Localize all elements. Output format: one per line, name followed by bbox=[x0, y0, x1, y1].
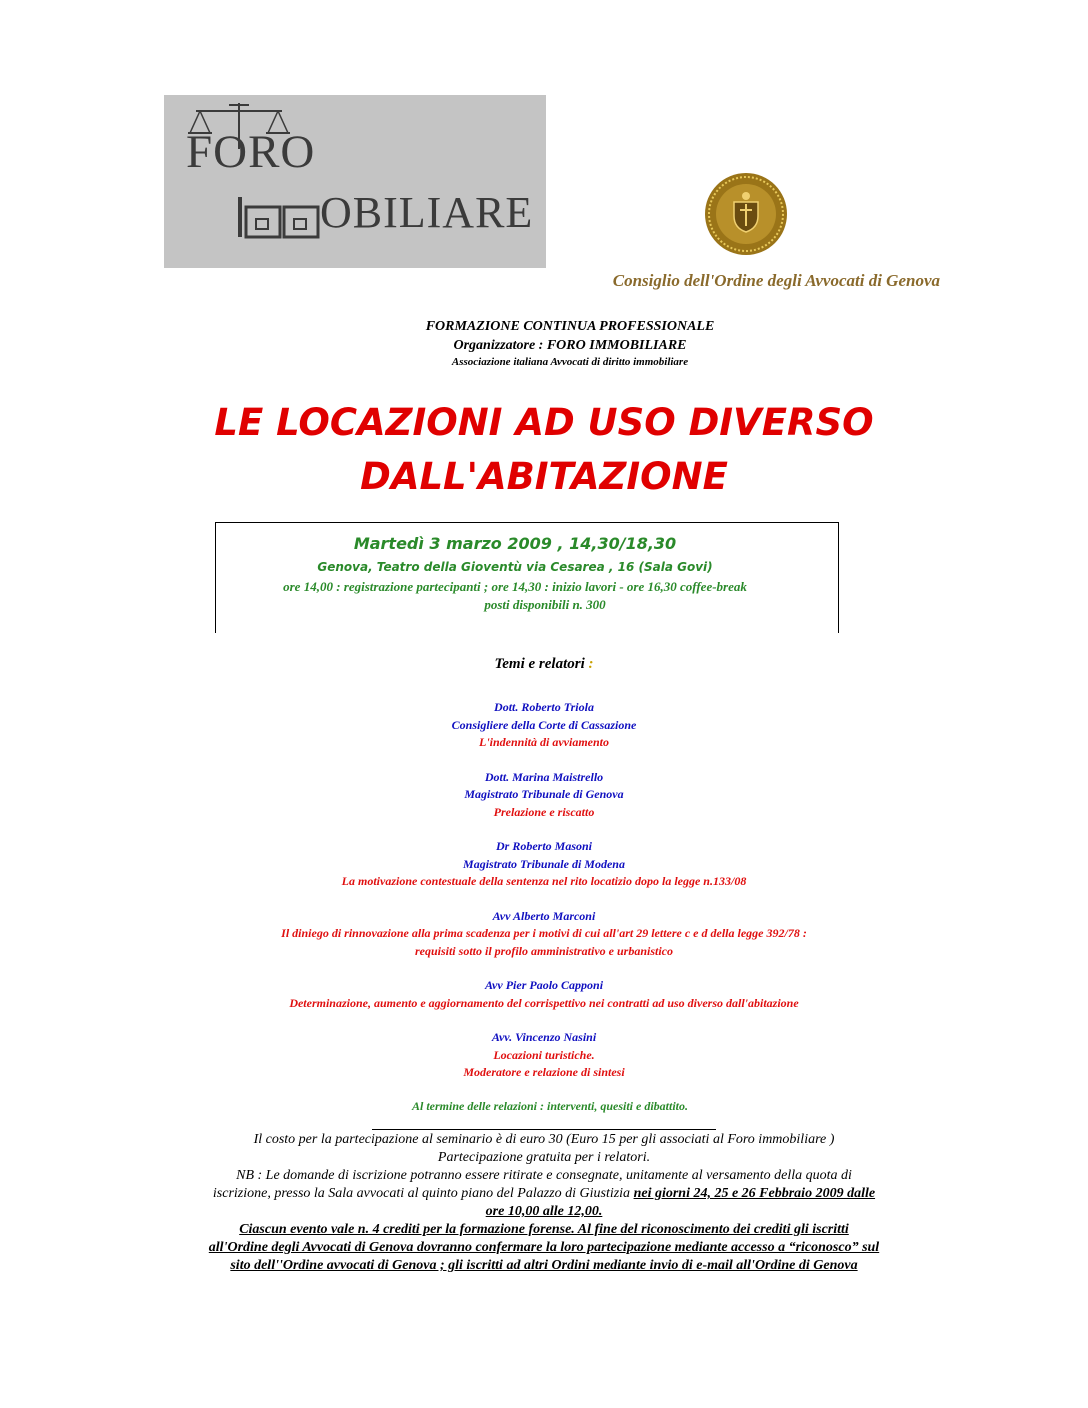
speaker-name: Avv Alberto Marconi bbox=[492, 908, 596, 923]
organizer-line-2: Organizzatore : FORO IMMOBILIARE bbox=[453, 338, 687, 353]
speaker-list bbox=[0, 699, 1088, 1099]
credits-text-1: Ciascun evento vale n. 4 crediti per la formazione forense. Al fine del riconoscimento dei crediti gli iscritti bbox=[239, 1222, 849, 1237]
page-title bbox=[0, 396, 1088, 504]
speaker-topic: Prelazione e riscatto bbox=[493, 804, 595, 819]
event-seats: posti disponibili n. 300 bbox=[484, 597, 606, 612]
credits-line-2 bbox=[0, 1239, 1088, 1257]
title-line-2: DALL'ABITAZIONE bbox=[360, 455, 728, 498]
event-date: Martedì 3 marzo 2009 , 14,30/18,30 bbox=[353, 534, 677, 553]
speaker-topic: La motivazione contestuale della sentenza nel rito locatizio dopo la legge n.133/08 bbox=[341, 874, 747, 888]
organizer-line-3: Associazione italiana Avvocati di diritto immobiliare bbox=[451, 356, 689, 368]
registration-dates: nei giorni 24, 25 e 26 Febbraio 2009 dalle bbox=[633, 1186, 876, 1201]
houses-monogram-icon bbox=[236, 195, 326, 239]
title-line-1: LE LOCAZIONI AD USO DIVERSO bbox=[214, 401, 874, 444]
topics-heading-colon: : bbox=[588, 656, 594, 672]
speaker-item bbox=[0, 1029, 1088, 1082]
organizer-block bbox=[0, 317, 1088, 370]
nb-line-1: NB : Le domande di iscrizione potranno essere ritirate e consegnate, unitamente al versamento della quota di bbox=[236, 1168, 852, 1183]
nb-line-3 bbox=[0, 1203, 1088, 1221]
bar-association-seal-icon bbox=[704, 172, 788, 256]
speaker-item bbox=[0, 769, 1088, 822]
credits-text-2: all'Ordine degli Avvocati di Genova dovranno confermare la loro partecipazione mediante accesso a “riconosco” sul bbox=[208, 1240, 880, 1255]
registration-hours: ore 10,00 alle 12,00. bbox=[485, 1204, 603, 1219]
event-schedule: ore 14,00 : registrazione partecipanti ; ore 14,30 : inizio lavori - ore 16,30 coffee-break bbox=[283, 579, 747, 594]
speaker-topic-continued: Moderatore e relazione di sintesi bbox=[463, 1065, 625, 1079]
closing-note: Al termine delle relazioni : interventi, quesiti e dibattito. bbox=[412, 1099, 688, 1113]
speaker-name: Dott. Marina Maistrello bbox=[484, 769, 604, 784]
speaker-topic: L'indennità di avviamento bbox=[478, 735, 609, 749]
speaker-item bbox=[0, 699, 1088, 752]
speaker-role: Magistrato Tribunale di Genova bbox=[464, 787, 624, 801]
credits-line-1 bbox=[0, 1221, 1088, 1239]
speaker-topic-continued: requisiti sotto il profilo amministrativo e urbanistico bbox=[414, 943, 674, 958]
council-heading: Consiglio dell'Ordine degli Avvocati di Genova bbox=[612, 271, 940, 290]
topics-heading-text: Temi e relatori bbox=[494, 656, 585, 672]
topics-heading bbox=[0, 656, 1088, 673]
speaker-role: Consigliere della Corte di Cassazione bbox=[451, 717, 637, 732]
divider bbox=[372, 1129, 716, 1130]
speaker-name: Dott. Roberto Triola bbox=[494, 700, 594, 714]
speaker-name: Dr Roberto Masoni bbox=[495, 839, 593, 853]
foro-immobiliare-logo bbox=[164, 95, 546, 268]
logo-word-obiliare: OBILIARE bbox=[320, 188, 534, 237]
speaker-name: Avv Pier Paolo Capponi bbox=[484, 978, 604, 992]
speaker-topic: Locazioni turistiche. bbox=[493, 1047, 595, 1062]
speaker-role: Magistrato Tribunale di Modena bbox=[463, 856, 625, 871]
cost-line: Il costo per la partecipazione al seminario è di euro 30 (Euro 15 per gli associati al Foro immobiliare ) bbox=[253, 1132, 835, 1147]
event-venue: Genova, Teatro della Gioventù via Cesarea , 16 (Sala Govi) bbox=[317, 560, 713, 574]
free-participation-line: Partecipazione gratuita per i relatori. bbox=[437, 1150, 651, 1165]
credits-line-3 bbox=[0, 1257, 1088, 1275]
speaker-item bbox=[0, 908, 1088, 961]
organizer-line-1: FORMAZIONE CONTINUA PROFESSIONALE bbox=[425, 319, 715, 334]
speaker-name: Avv. Vincenzo Nasini bbox=[491, 1030, 597, 1044]
nb-line-2 bbox=[0, 1185, 1088, 1203]
logo-word-foro: FORO bbox=[186, 126, 316, 178]
credits-text-3: sito dell''Ordine avvocati di Genova ; gli iscritti ad altri Ordini mediante invio di e-mail all'Ordine di Genova bbox=[230, 1258, 858, 1273]
speaker-item bbox=[0, 838, 1088, 891]
nb-line-2-text: iscrizione, presso la Sala avvocati al quinto piano del Palazzo di Giustizia bbox=[212, 1186, 634, 1201]
registration-info bbox=[0, 1131, 1088, 1275]
speaker-topic: Determinazione, aumento e aggiornamento del corrispettivo nei contratti ad uso diverso dall'abitazione bbox=[289, 995, 799, 1010]
speaker-item bbox=[0, 977, 1088, 1012]
speaker-topic: Il diniego di rinnovazione alla prima scadenza per i motivi di cui all'art 29 lettere c e d della legge 392/78 : bbox=[281, 926, 807, 940]
